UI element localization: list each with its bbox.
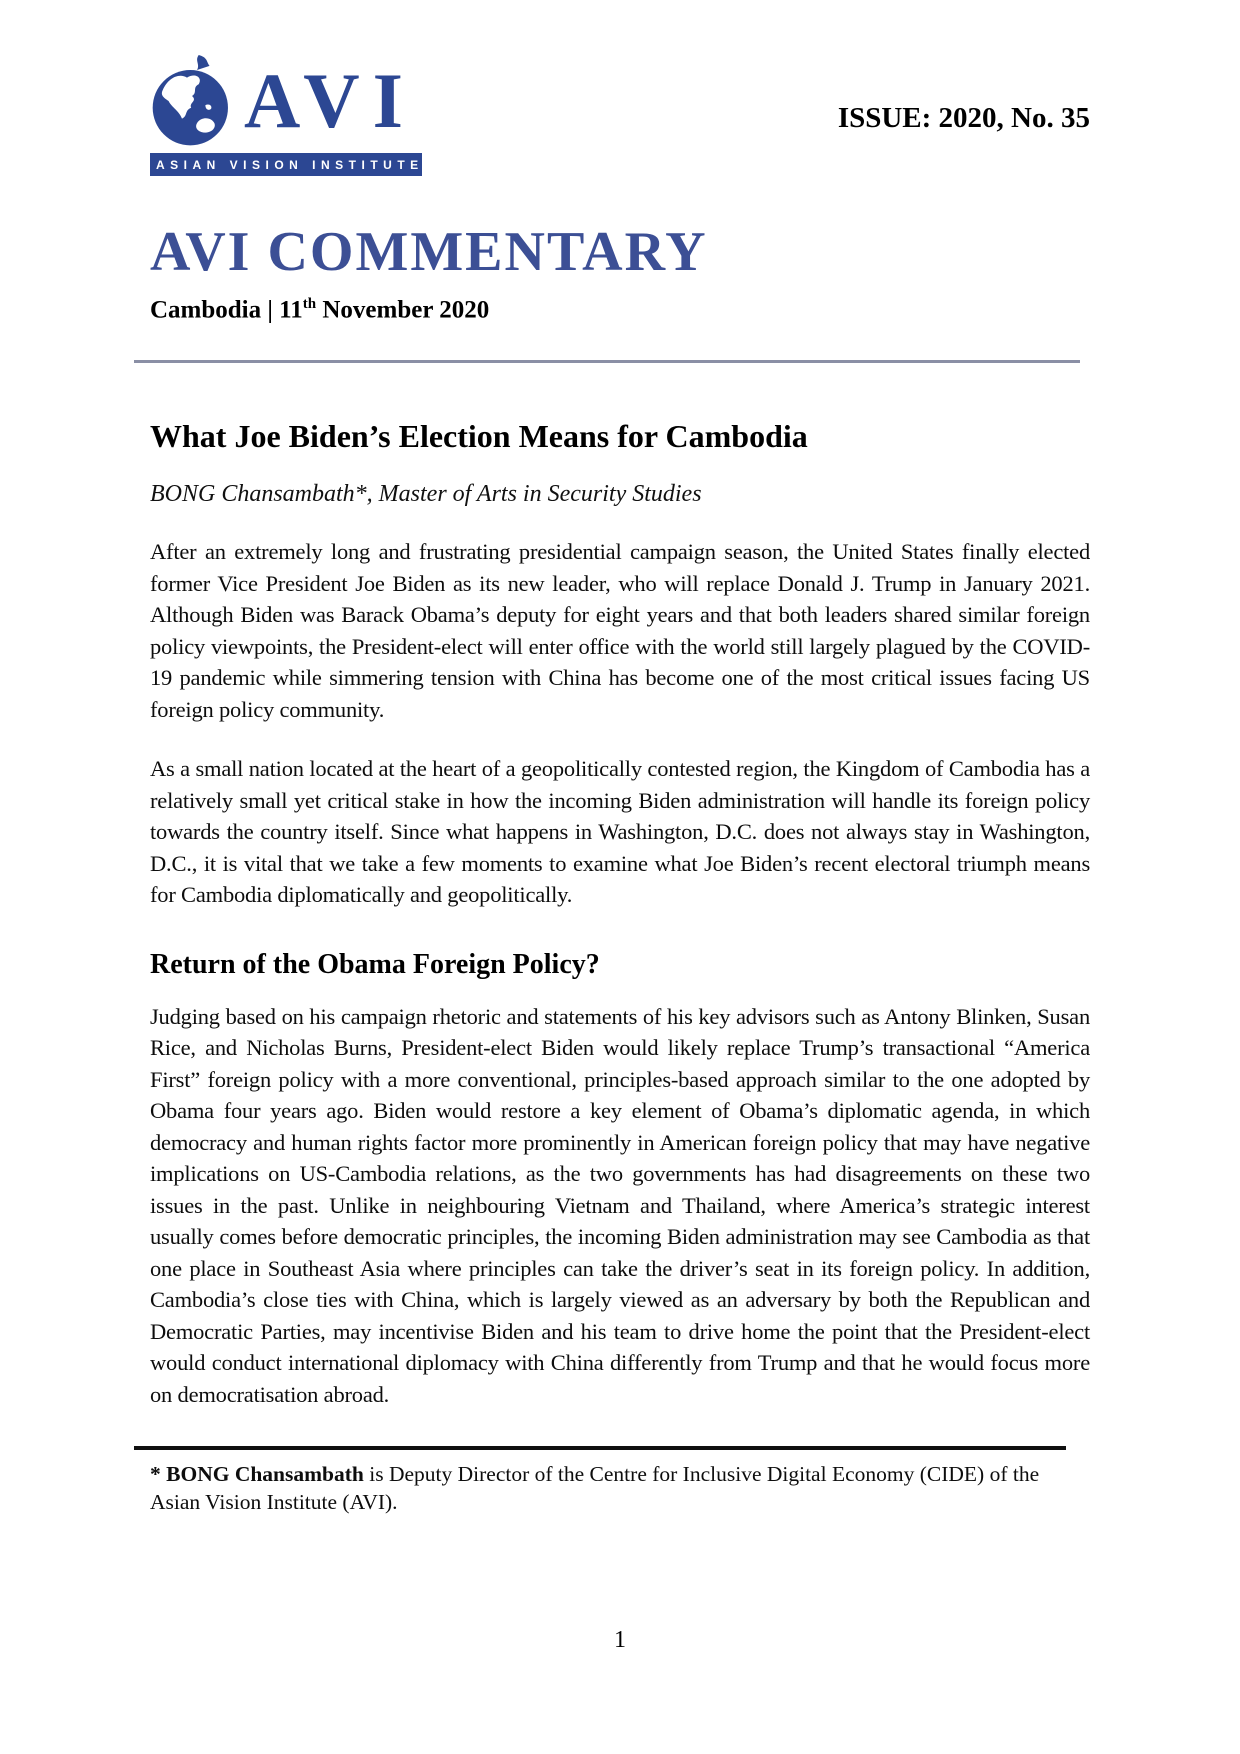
logo-banner: ASIAN VISION INSTITUTE <box>150 153 422 176</box>
header-divider <box>134 360 1080 363</box>
section-paragraph: Judging based on his campaign rhetoric and statements of his key advisors such as Antony Blinken, Susan Rice, and Nicholas Burns, President-elect Biden would likely replace Trump’s transactional “America First” foreign policy with a more conventional, principles-based approach similar to the one adopted by Obama four years ago. Biden would restore a key element of Obama’s diplomatic agenda, in which democracy and human rights factor more prominently in American foreign policy that may have negative implications on US-Cambodia relations, as the two governments has had disagreements on these two issues in the past. Unlike in neighbouring Vietnam and Thailand, where America’s strategic interest usually comes before democratic principles, the incoming Biden administration may see Cambodia as that one place in Southeast Asia where principles can take the driver’s seat in its foreign policy. In addition, Cambodia’s close ties with China, which is largely viewed as an adversary by both the Republican and Democratic Parties, may incentivise Biden and his team to drive home the point that the President-elect would conduct international diplomacy with China differently from Trump and that he would focus more on democratisation abroad. <box>150 1003 1090 1407</box>
footnote-divider <box>134 1446 1066 1450</box>
intro-paragraph: After an extremely long and frustrating presidential campaign season, the United States finally elected former Vice President Joe Biden as its new leader, who will replace Donald J. Trump in January 2021. Although Biden was Barack Obama’s deputy for eight years and that both leaders shared similar foreign policy viewpoints, the President-elect will enter office with the world still largely plagued by the COVID-19 pandemic while simmering tension with China has become one of the most critical issues facing US foreign policy community. <box>150 539 1090 722</box>
footnote-text: is Deputy Director of the Centre for Inclusive Digital Economy (CIDE) of the Asian Vision Institute (AVI). <box>150 1462 1040 1515</box>
dateline-superscript: th <box>302 296 317 312</box>
issue-label: ISSUE: 2020, No. 35 <box>837 102 1090 134</box>
globe-icon <box>150 55 234 152</box>
masthead-title: AVI COMMENTARY <box>150 221 708 283</box>
article-byline: BONG Chansambath*, Master of Arts in Security Studies <box>150 481 702 508</box>
footnote <box>150 1460 1090 1516</box>
dateline-suffix: November 2020 <box>316 296 490 324</box>
dateline-prefix: Cambodia | 11 <box>150 296 303 324</box>
avi-logo <box>150 58 422 176</box>
avi-logo-top <box>150 58 422 148</box>
page-header <box>150 0 1090 176</box>
logo-acronym: AVI <box>244 57 416 144</box>
footnote-author: * BONG Chansambath <box>150 1462 364 1487</box>
dateline <box>150 296 1090 324</box>
page-number: 1 <box>614 1627 626 1653</box>
article-title: What Joe Biden’s Election Means for Cambodia <box>150 418 808 455</box>
intro-paragraph: As a small nation located at the heart of a geopolitically contested region, the Kingdom of Cambodia has a relatively small yet critical stake in how the incoming Biden administration will handle its foreign policy towards the country itself. Since what happens in Washington, D.C. does not always stay in Washington, D.C., it is vital that we take a few moments to examine what Joe Biden’s recent electoral triumph means for Cambodia diplomatically and geopolitically. <box>150 756 1090 908</box>
section-heading: Return of the Obama Foreign Policy? <box>150 948 600 980</box>
